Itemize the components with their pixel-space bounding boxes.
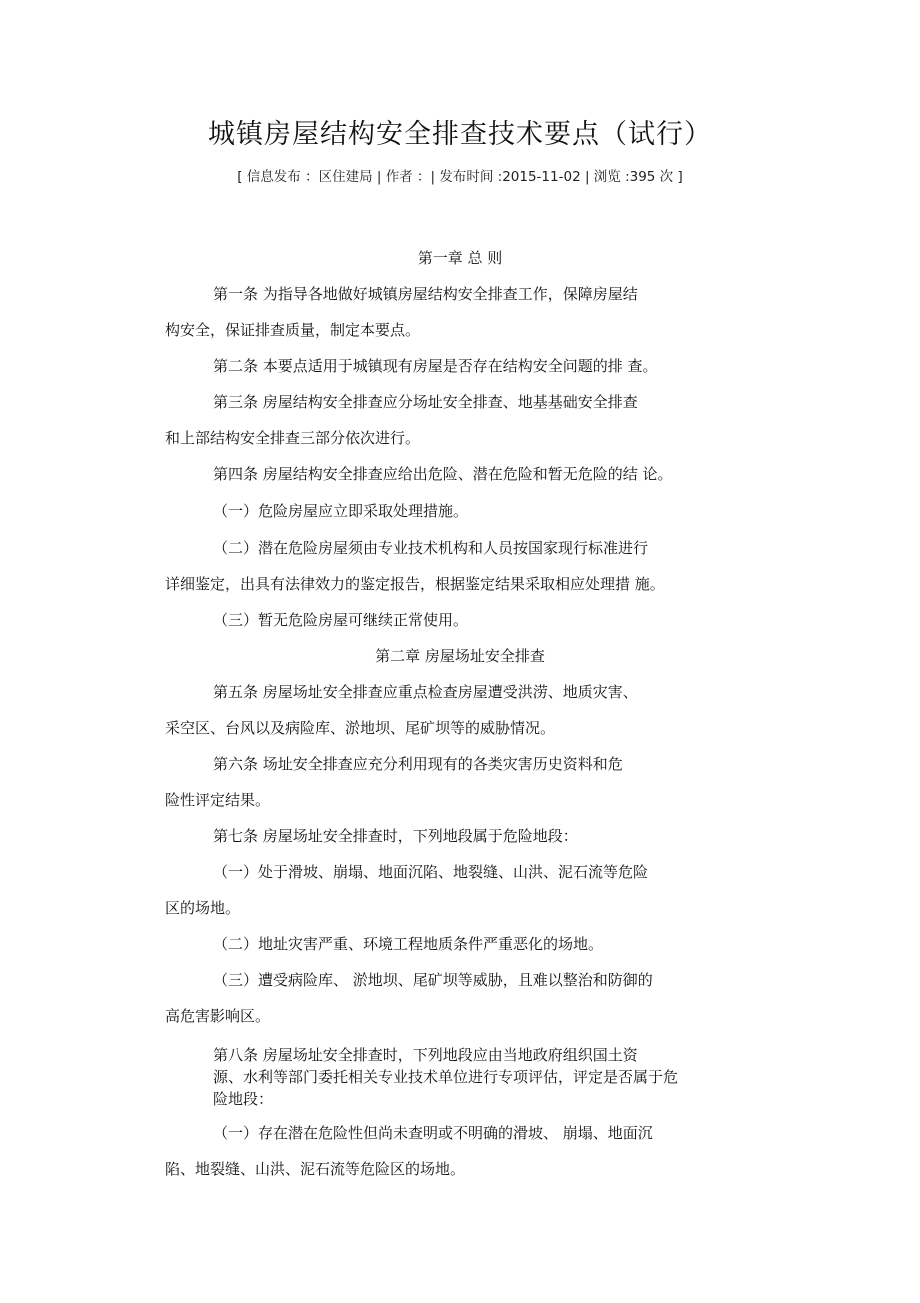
article-line: 第一条 为指导各地做好城镇房屋结构安全排查工作，保障房屋结: [213, 285, 638, 303]
article-line: 第五条 房屋场址安全排查应重点检查房屋遭受洪涝、地质灾害、: [213, 683, 638, 701]
list-item: 区的场地。: [165, 899, 241, 917]
list-item: 高危害影响区。: [165, 1007, 271, 1025]
article-line: 源、水利等部门委托相关专业技术单位进行专项评估，评定是否属于危: [213, 1068, 679, 1086]
list-item: （三）暂无危险房屋可继续正常使用。: [213, 611, 469, 629]
list-item: 陷、地裂缝、山洪、泥石流等危险区的场地。: [165, 1160, 466, 1178]
article-line: 构安全，保证排查质量，制定本要点。: [165, 321, 421, 339]
list-item: （一）处于滑坡、崩塌、地面沉陷、地裂缝、山洪、泥石流等危险: [213, 863, 649, 881]
publish-info: [ 信息发布 ：区住建局 | 作者 ：| 发布时间 :2015-11-02 | 浏览 :395 次 ]: [237, 169, 683, 185]
list-item: （二）地址灾害严重、环境工程地质条件严重恶化的场地。: [213, 935, 604, 953]
list-item: 详细鉴定，出具有法律效力的鉴定报告，根据鉴定结果采取相应处理措 施。: [165, 575, 665, 593]
list-item: （二）潜在危险房屋须由专业技术机构和人员按国家现行标准进行: [213, 539, 649, 557]
chapter-heading: 第一章 总 则: [417, 249, 503, 267]
article-line: 和上部结构安全排查三部分依次进行。: [165, 429, 421, 447]
article-line: 第七条 房屋场址安全排查时，下列地段属于危险地段：: [213, 827, 578, 845]
page-title: 城镇房屋结构安全排查技术要点（试行）: [208, 119, 712, 150]
list-item: （一）存在潜在危险性但尚未查明或不明确的滑坡、 崩塌、地面沉: [213, 1124, 653, 1142]
article-line: 险性评定结果。: [165, 791, 271, 809]
article-line: 第二条 本要点适用于城镇现有房屋是否存在结构安全问题的排 查。: [213, 357, 658, 375]
chapter-heading: 第二章 房屋场址安全排查: [375, 647, 545, 665]
article-line: 第八条 房屋场址安全排查时，下列地段应由当地政府组织国土资: [213, 1046, 638, 1064]
article-line: 第三条 房屋结构安全排查应分场址安全排查、地基基础安全排查: [213, 393, 638, 411]
article-line: 采空区、台风以及病险库、淤地坝、尾矿坝等的威胁情况。: [165, 719, 556, 737]
article-line: 第四条 房屋结构安全排查应给出危险、潜在危险和暂无危险的结 论。: [213, 465, 673, 483]
article-line: 险地段：: [213, 1090, 274, 1108]
article-line: 第六条 场址安全排查应充分利用现有的各类灾害历史资料和危: [213, 755, 623, 773]
list-item: （三）遭受病险库、 淤地坝、尾矿坝等威胁，且难以整治和防御的: [213, 971, 653, 989]
list-item: （一）危险房屋应立即采取处理措施。: [213, 502, 469, 520]
